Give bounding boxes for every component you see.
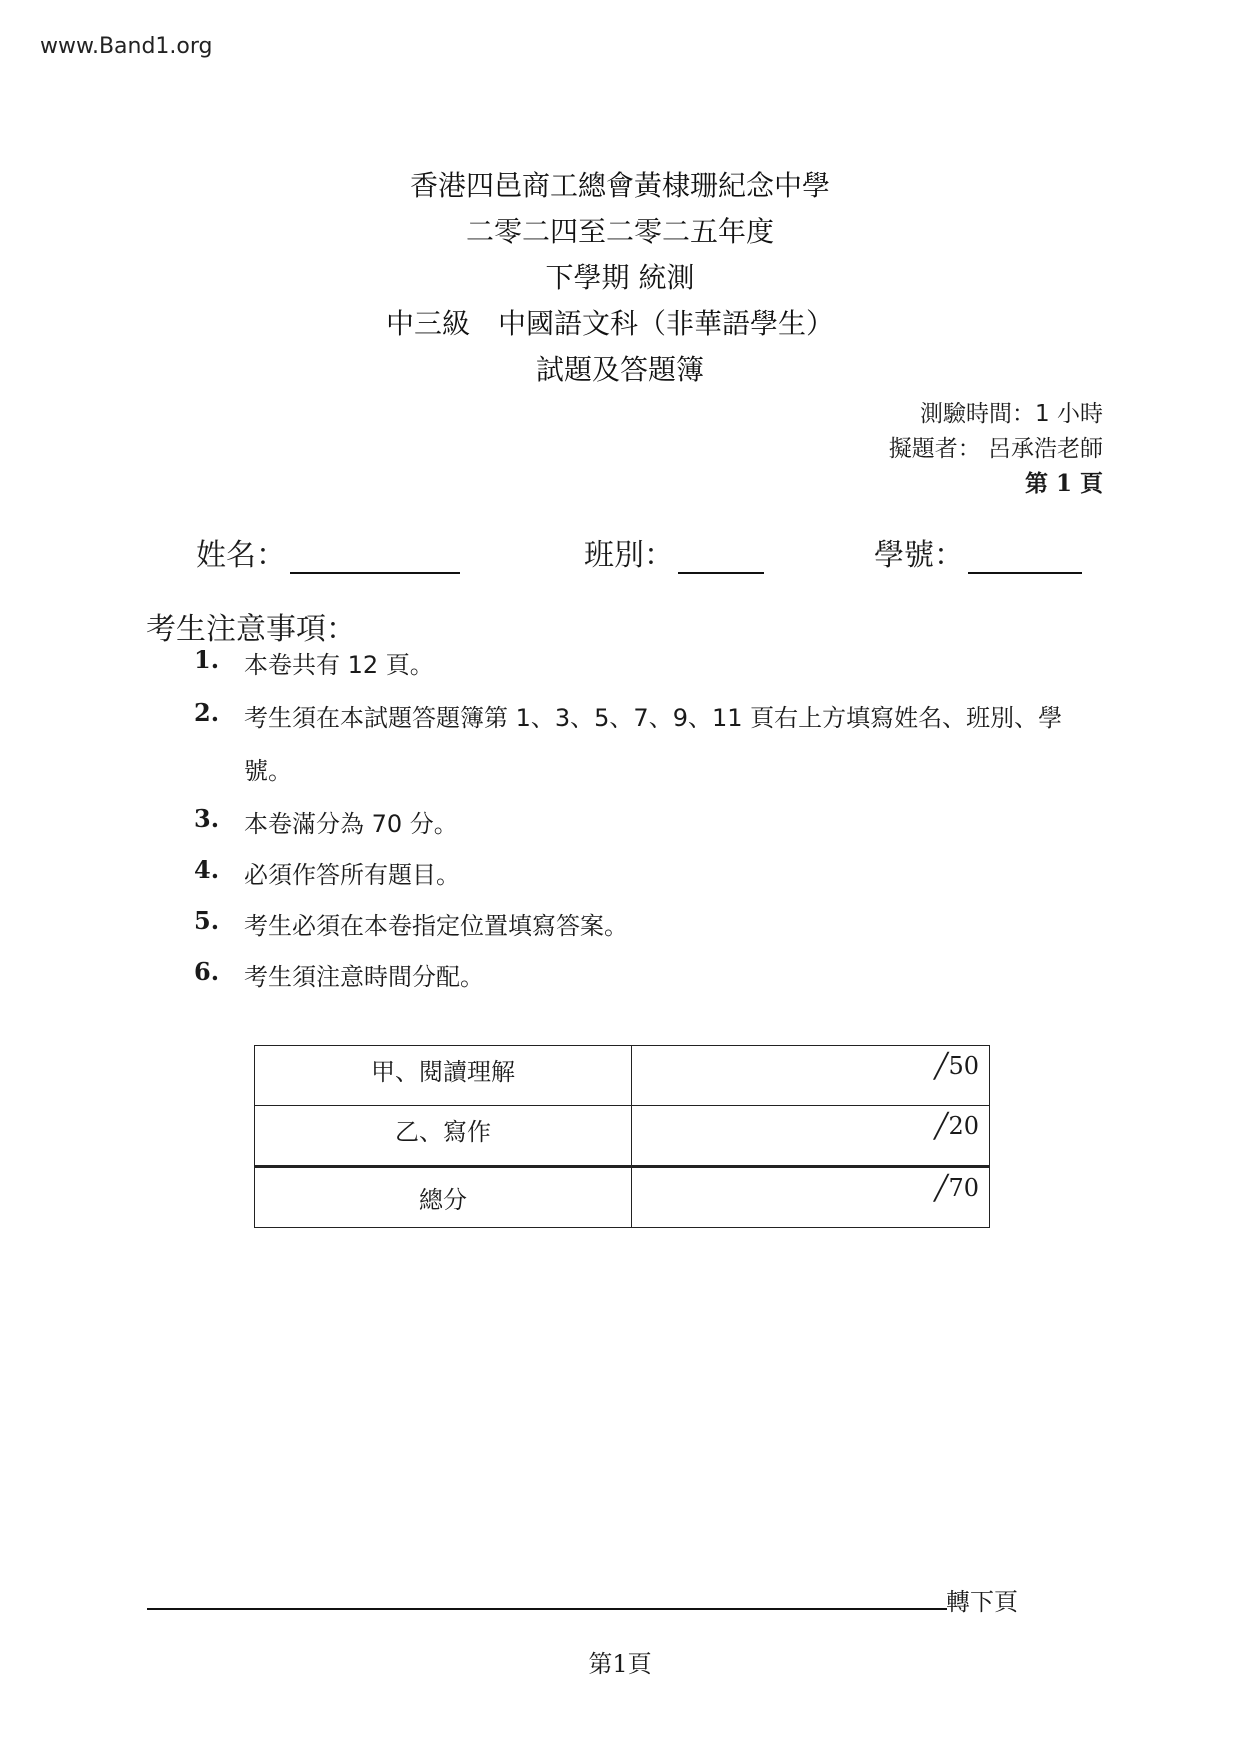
note-text-continued: 號。 (244, 757, 292, 785)
class-label: 班別： (584, 538, 674, 573)
note-number: 3. (194, 804, 220, 833)
exam-setter: 擬題者： 呂承浩老師 (888, 436, 1103, 462)
section-label: 乙、寫作 (255, 1106, 632, 1167)
total-label: 總分 (255, 1167, 632, 1228)
name-field[interactable] (196, 530, 460, 574)
table-row (255, 1106, 990, 1167)
section-score-cell[interactable]: ╱20 (632, 1106, 990, 1167)
note-number: 1. (194, 645, 220, 674)
note-text: 考生須注意時間分配。 (244, 963, 484, 991)
booklet-title: 試題及答題簿 (535, 353, 704, 386)
footer-divider (147, 1608, 947, 1610)
table-row-total (255, 1167, 990, 1228)
note-number: 4. (194, 855, 220, 884)
score-table (254, 1045, 990, 1228)
class-blank[interactable] (678, 542, 764, 574)
note-text: 考生必須在本卷指定位置填寫答案。 (244, 912, 628, 940)
turn-over-label: 轉下頁 (946, 1588, 1018, 1616)
note-number: 5. (194, 906, 220, 935)
footer-page-number: 第1頁 (588, 1650, 652, 1678)
watermark-text: www.Band1.org (40, 34, 213, 59)
exam-term: 下學期 統測 (545, 261, 695, 294)
school-name: 香港四邑商工總會黃棣珊紀念中學 (409, 169, 830, 202)
student-number-field[interactable] (874, 530, 1082, 574)
total-score-cell[interactable]: ╱70 (632, 1167, 990, 1228)
exam-subject: 中三級 中國語文科（非華語學生） (385, 307, 834, 340)
table-row (255, 1046, 990, 1106)
student-number-blank[interactable] (968, 542, 1082, 574)
exam-duration: 測驗時間：1 小時 (920, 401, 1103, 427)
class-field[interactable] (584, 530, 764, 574)
school-year: 二零二四至二零二五年度 (465, 215, 774, 248)
notes-title: 考生注意事項： (146, 612, 356, 647)
name-label: 姓名： (196, 538, 286, 573)
page-indicator: 第 1 頁 (1024, 470, 1103, 497)
section-label: 甲、閱讀理解 (255, 1046, 632, 1106)
note-text: 本卷滿分為 70 分。 (244, 810, 458, 838)
note-number: 6. (194, 957, 220, 986)
section-score-cell[interactable]: ╱50 (632, 1046, 990, 1106)
note-text: 本卷共有 12 頁。 (244, 651, 434, 679)
note-number: 2. (194, 698, 220, 727)
note-text: 必須作答所有題目。 (244, 861, 460, 889)
student-number-label: 學號： (874, 538, 964, 573)
name-blank[interactable] (290, 542, 460, 574)
note-text: 考生須在本試題答題簿第 1、3、5、7、9、11 頁右上方填寫姓名、班別、學 (244, 704, 1063, 732)
